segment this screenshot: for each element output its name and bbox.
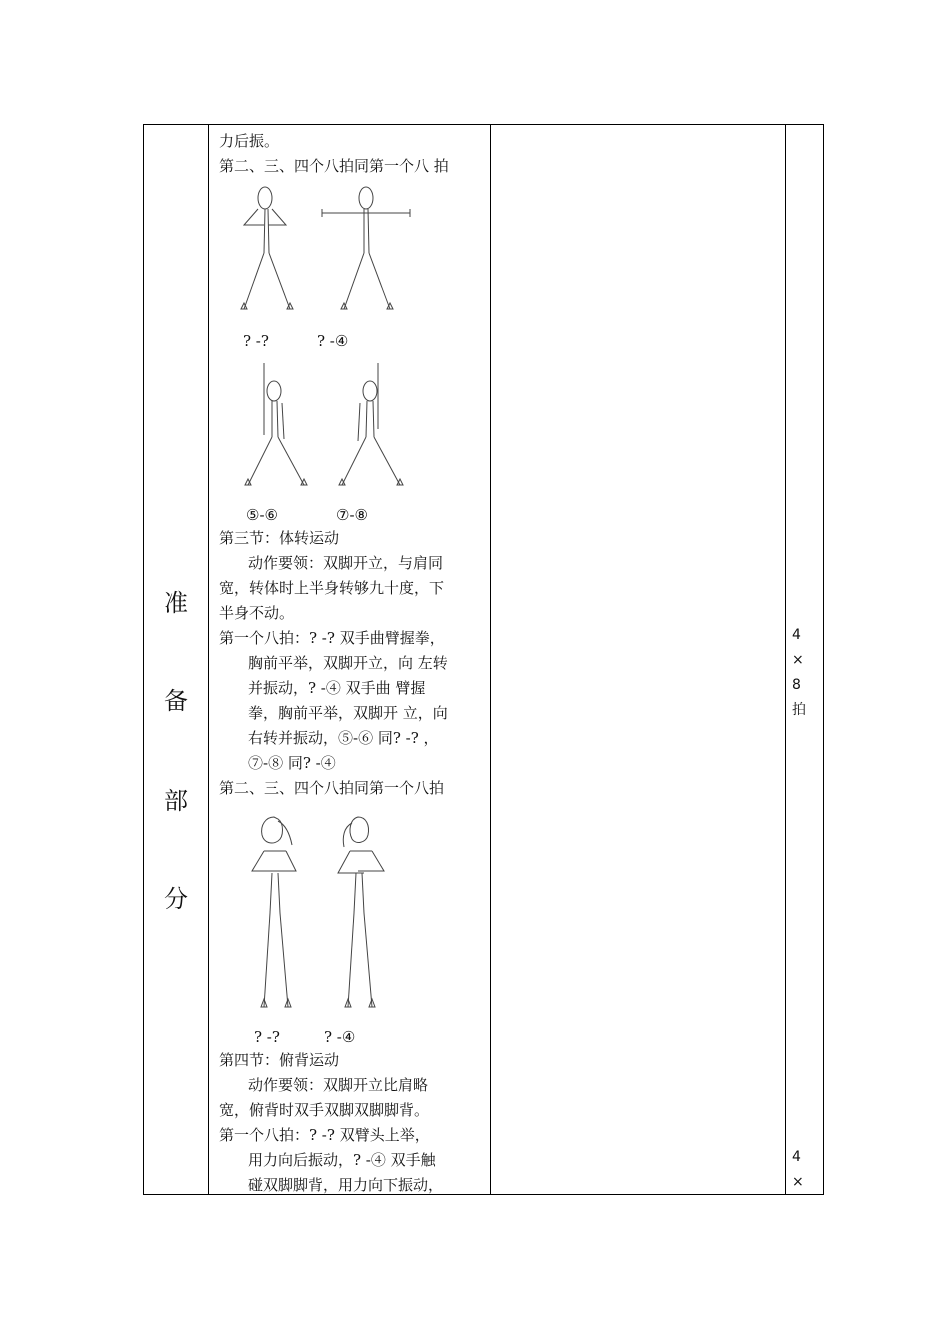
text-line: 动作要领：双脚开立比肩略 [248,1076,429,1094]
stick-figure-twist-left [238,813,308,1013]
text-line: 宽，俯背时双手双脚双脚脚背。 [219,1101,430,1119]
beat-count-char: 8 [792,677,801,693]
beat-count-char: × [792,1174,804,1190]
text-line: ⑦-⑧ 同? -④ [248,754,336,772]
text-line: 第一个八拍：? -? 双手曲臂握拳， [219,629,445,647]
text-line: 胸前平举，双脚开立，向 左转 [248,654,448,672]
beat-count-char: 4 [792,1149,801,1165]
figure-caption: ? -? [254,1028,280,1046]
beat-count-char: 拍 [792,702,806,718]
figure-caption: ⑦-⑧ [336,506,368,524]
exercise-content [210,125,490,1194]
section-label-char: 部 [164,787,188,815]
beat-count [792,1145,822,1195]
figure-caption: ? -④ [317,332,349,350]
section-title: 第三节：体转运动 [219,529,340,547]
stick-figure-twist-right [328,813,398,1013]
text-line: 拳，胸前平举，双脚开 立，向 [248,704,448,722]
stick-figure-arms-up [236,359,310,495]
text-line: 宽，转体时上半身转够九十度，下 [219,579,445,597]
text-line: 动作要领：双脚开立，与肩同 [248,554,444,572]
figure-caption: ⑤-⑥ [246,506,278,524]
section-label-char: 准 [164,589,188,617]
lesson-plan-table [143,124,824,1195]
section-label-char: 备 [164,687,188,715]
section-title: 第四节：俯背运动 [219,1051,340,1069]
column-divider [785,125,786,1194]
text-line: 力后振。 [219,132,280,150]
figure-caption: ? -? [243,332,269,350]
figure-caption: ? -④ [324,1028,356,1046]
text-line: 第二、三、四个八拍同第一个八 拍 [219,157,449,175]
stick-figure-arm-raised [326,359,406,495]
beat-count [792,623,822,723]
text-line: 第二、三、四个八拍同第一个八拍 [219,779,445,797]
text-line: 半身不动。 [219,604,295,622]
column-divider [490,125,491,1194]
text-line: 并振动，? -④ 双手曲 臂握 [248,679,426,697]
beat-count-char: 4 [792,627,801,643]
stick-figure-arms-bent [236,185,296,319]
text-line: 右转并振动，⑤-⑥ 同? -? ， [248,729,439,747]
text-line: 用力向后振动，? -④ 双手触 [248,1151,436,1169]
beat-count-char: × [792,652,804,668]
column-divider [208,125,209,1194]
section-label-char: 分 [164,885,188,913]
stick-figure-arms-out [318,185,414,319]
text-line: 第一个八拍：? -? 双臂头上举， [219,1126,430,1144]
text-line: 碰双脚脚背，用力向下振动， [248,1176,444,1194]
